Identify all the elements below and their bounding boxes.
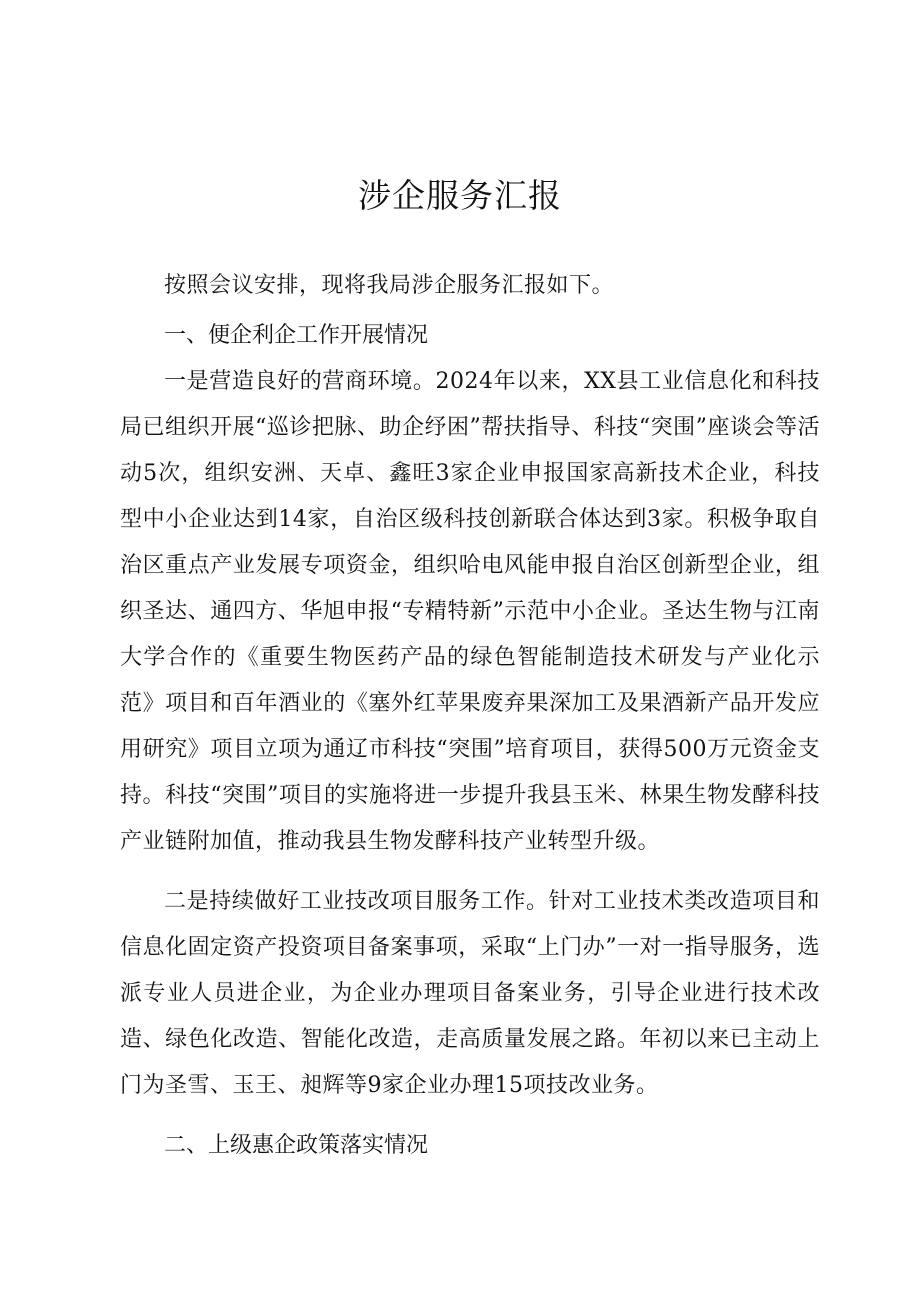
- document-body: [120, 263, 820, 1169]
- spacer: [120, 865, 820, 879]
- section1-paragraph-1: 一是营造良好的营商环境。2024年以来，XX县工业信息化和科技局已组织开展“巡诊把脉、助企纾困”帮扶指导、科技“突围”座谈会等活动5次，组织安洲、天卓、鑫旺3家企业申报国家高新技术企业，科技型中小企业达到14家，自治区级科技创新联合体达到3家。积极争取自治区重点产业发展专项资金，组织哈电风能申报自治区创新型企业，组织圣达、通四方、华旭申报“专精特新”示范中小企业。圣达生物与江南大学合作的《重要生物医药产品的绿色智能制造技术研发与产业化示范》项目和百年酒业的《塞外红苹果废弃果深加工及果酒新产品开发应用研究》项目立项为通辽市科技“突围”培育项目，获得500万元资金支持。科技“突围”项目的实施将进一步提升我县玉米、林果生物发酵科技产业链附加值，推动我县生物发酵科技产业转型升级。: [120, 369, 820, 854]
- section2-heading: 二、上级惠企政策落实情况: [164, 1133, 429, 1158]
- intro-paragraph: 按照会议安排，现将我局涉企服务汇报如下。: [164, 273, 615, 298]
- section1-heading: 一、便企利企工作开展情况: [164, 323, 429, 348]
- section1-paragraph-2: 二是持续做好工业技改项目服务工作。针对工业技术类改造项目和信息化固定资产投资项目备案事项，采取“上门办”一对一指导服务，选派专业人员进企业，为企业办理项目备案业务，引导企业进行技术改造、绿色化改造、智能化改造，走高质量发展之路。年初以来已主动上门为圣雪、玉王、昶辉等9家企业办理15项技改业务。: [120, 889, 820, 1098]
- document-title: 涉企服务汇报: [358, 176, 562, 215]
- spacer: [120, 1109, 820, 1123]
